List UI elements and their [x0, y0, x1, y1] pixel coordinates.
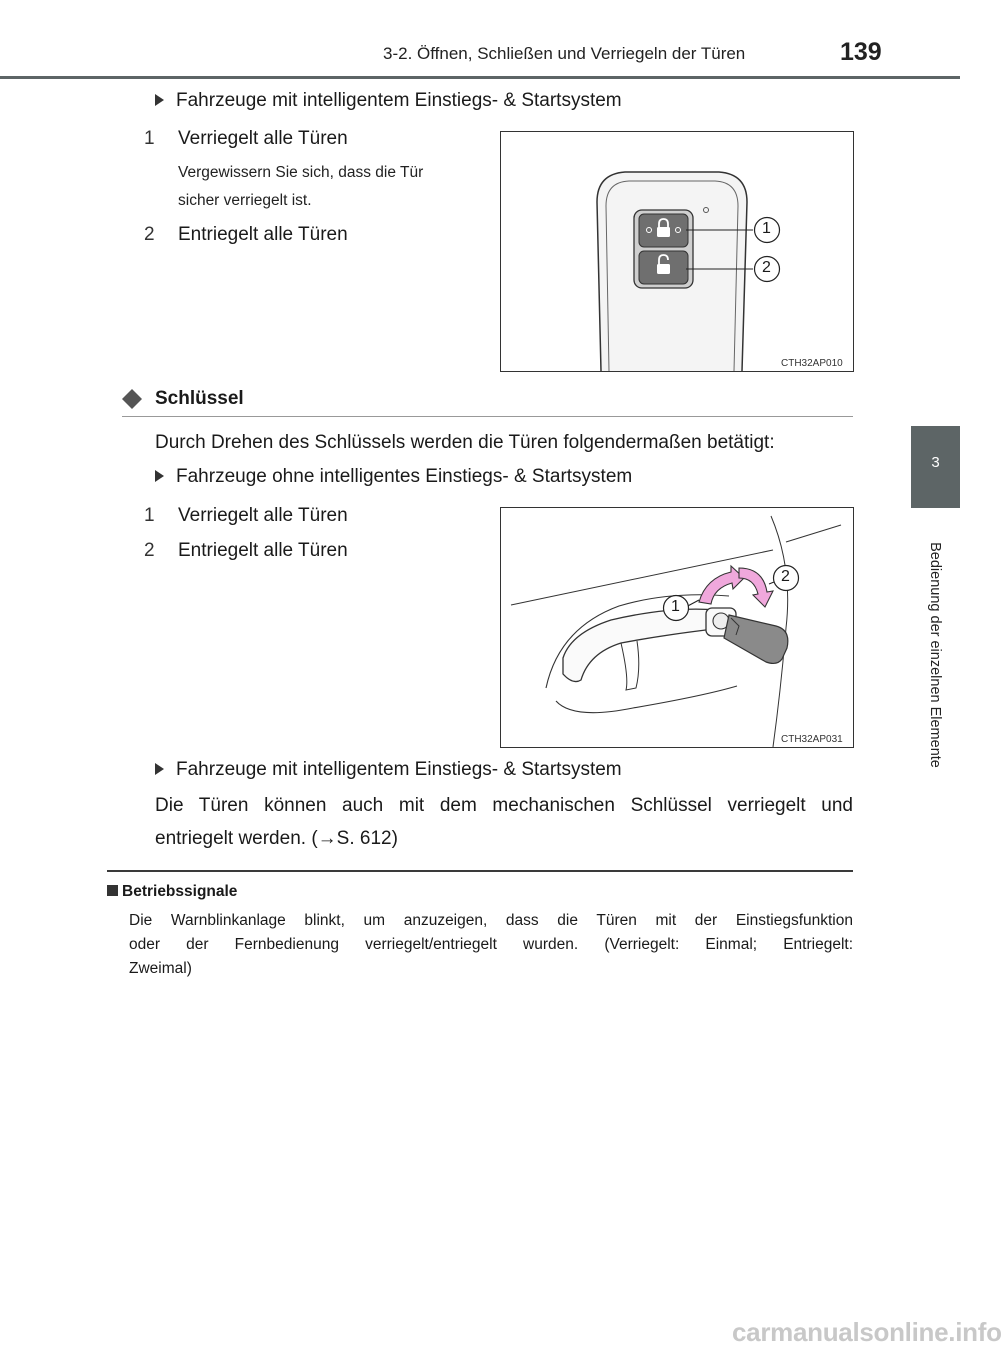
chapter-tab-number: 3	[931, 454, 940, 471]
triangle-bullet-icon	[155, 94, 164, 106]
callout-1: 1	[762, 220, 771, 237]
figure-code: CTH32AP010	[781, 358, 843, 369]
door-key-figure	[500, 507, 854, 748]
figure-code: CTH32AP031	[781, 734, 843, 745]
triangle-bullet-icon	[155, 470, 164, 482]
section2-intro: Durch Drehen des Schlüssels werden die Türen folgendermaßen betätigt:	[155, 432, 775, 453]
note-rule	[107, 870, 853, 872]
smart-key-illustration	[501, 132, 853, 371]
triangle-bullet-icon	[155, 763, 164, 775]
item-note	[178, 159, 423, 215]
note-line: Die Warnblinkanlage blinkt, um anzuzeigen, dass die Türen mit der Einstiegsfunktion	[129, 912, 853, 929]
callout-2: 2	[762, 259, 771, 276]
item-note-line: sicher verriegelt ist.	[178, 192, 312, 209]
item-text: Verriegelt alle Türen	[178, 128, 348, 149]
item-number: 2	[144, 224, 155, 245]
note-title: Betriebssignale	[107, 883, 237, 901]
chapter-tab[interactable]	[911, 426, 960, 508]
chapter-side-label-text: Bedienung der einzelnen Elemente	[927, 542, 943, 768]
diamond-bullet-icon	[122, 389, 142, 409]
paragraph-line: Die Türen können auch mit dem mechanischen Schlüssel verriegelt und	[155, 795, 853, 816]
item-text: Entriegelt alle Türen	[178, 224, 348, 245]
door-key-illustration	[501, 508, 853, 747]
item-text: Verriegelt alle Türen	[178, 505, 348, 526]
section-title-rule	[122, 416, 853, 417]
section-title-text: Schlüssel	[155, 388, 244, 409]
item-note-line: Vergewissern Sie sich, dass die Tür	[178, 164, 424, 181]
note-body	[129, 909, 853, 981]
header-rule	[0, 76, 960, 79]
section2-sub1-heading: Fahrzeuge ohne intelligentes Einstiegs- & Startsystem	[155, 466, 632, 488]
paragraph-line: entriegelt werden. (→S. 612)	[155, 828, 398, 849]
section2-sub2-heading: Fahrzeuge mit intelligentem Einstiegs- & Startsystem	[155, 759, 622, 781]
section2-sub2-paragraph	[155, 789, 853, 855]
square-bullet-icon	[107, 885, 118, 896]
item-text: Entriegelt alle Türen	[178, 540, 348, 561]
callout-1: 1	[671, 598, 680, 615]
page-number: 139	[840, 38, 882, 66]
item-number: 1	[144, 505, 155, 526]
watermark-link[interactable]: carmanualsonline.info	[732, 1317, 1002, 1347]
item-number: 2	[144, 540, 155, 561]
section1-heading: Fahrzeuge mit intelligentem Einstiegs- & Startsystem	[155, 90, 622, 112]
chapter-title: 3-2. Öffnen, Schließen und Verriegeln der Türen	[383, 44, 746, 63]
note-line: oder der Fernbedienung verriegelt/entriegelt wurden. (Verriegelt: Einmal; Entriegelt:	[129, 936, 853, 953]
item-number: 1	[144, 128, 155, 149]
note-line: Zweimal)	[129, 960, 192, 977]
callout-2: 2	[781, 568, 790, 585]
smart-key-figure	[500, 131, 854, 372]
